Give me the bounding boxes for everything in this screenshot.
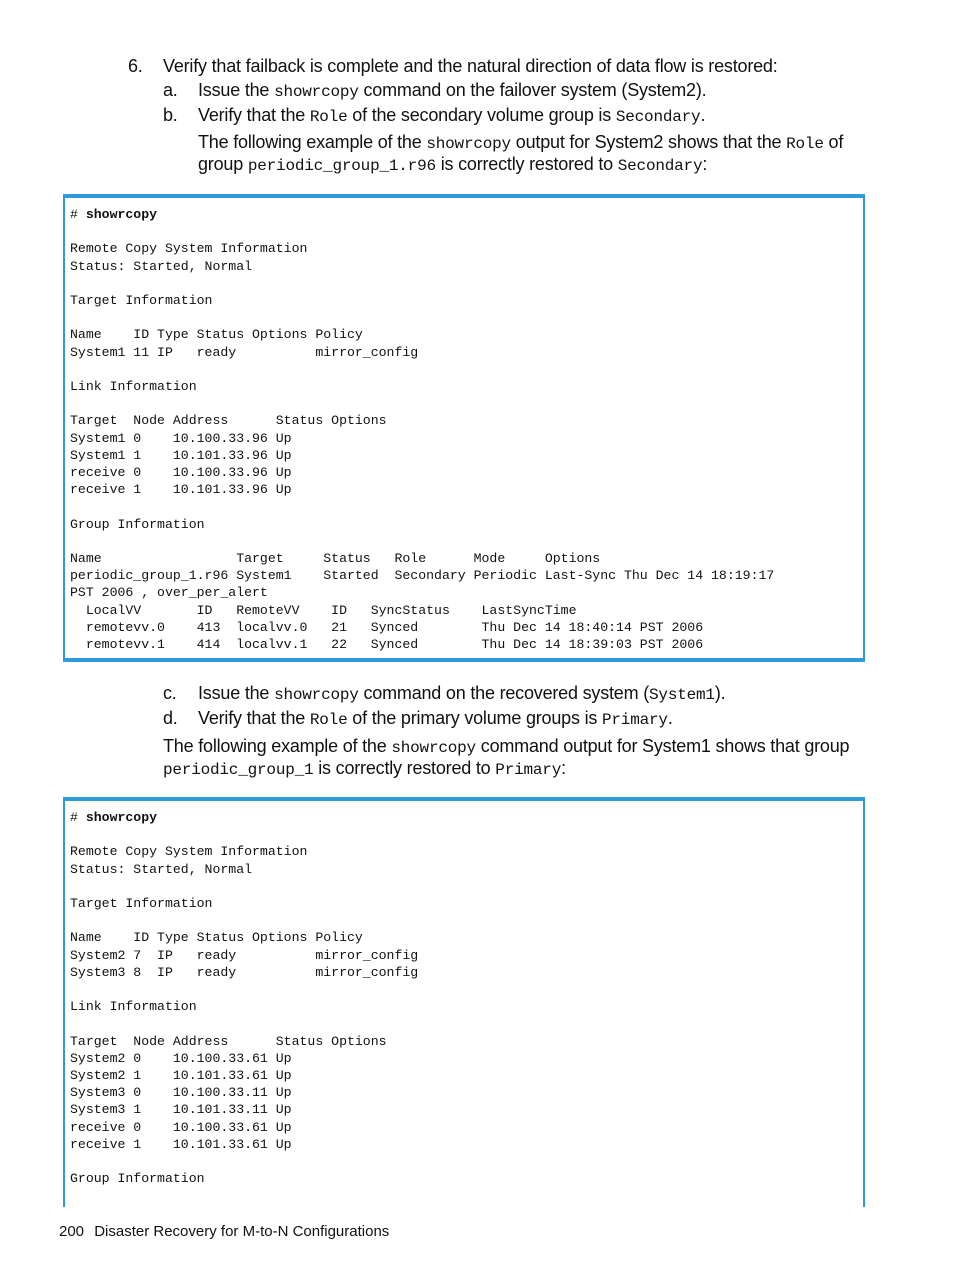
inline-code: Role (309, 108, 348, 126)
substep-a: Issue the showrcopy command on the failover system (System2). (198, 80, 707, 101)
code-listing (70, 206, 774, 653)
substep-d: Verify that the Role of the primary volume groups is Primary. (198, 708, 673, 729)
page-number: 200 (59, 1223, 85, 1240)
inline-code: Secondary (615, 108, 701, 126)
example-intro-line: The following example of the showrcopy command output for System1 shows that group (163, 736, 850, 757)
page-footer (59, 1223, 389, 1240)
substep-letter: d. (163, 708, 178, 728)
inline-code: Role (309, 711, 348, 729)
inline-code: Primary (602, 711, 668, 729)
substep-c: Issue the showrcopy command on the recovered system (System1). (198, 683, 726, 704)
command-text: showrcopy (85, 810, 158, 825)
inline-code: periodic_group_1 (163, 761, 314, 779)
example-intro-line: group periodic_group_1.r96 is correctly restored to Secondary: (198, 154, 708, 175)
command-prompt: # (70, 207, 86, 222)
command-text: showrcopy (85, 207, 158, 222)
step-text: Verify that failback is complete and the natural direction of data flow is restored: (163, 56, 778, 76)
command-prompt: # (70, 810, 86, 825)
inline-code: showrcopy (274, 83, 359, 101)
inline-code: System1 (649, 686, 715, 704)
inline-code: periodic_group_1.r96 (247, 157, 436, 175)
code-block-system1 (63, 797, 865, 1207)
step-number: 6. (128, 56, 143, 76)
substep-letter: a. (163, 80, 178, 100)
example-intro-line: periodic_group_1 is correctly restored to Primary: (163, 758, 566, 779)
inline-code: Role (786, 135, 824, 153)
inline-code: Primary (495, 761, 562, 779)
substep-letter: b. (163, 105, 178, 125)
code-block-system2 (63, 194, 865, 662)
substep-b: Verify that the Role of the secondary volume group is Secondary. (198, 105, 706, 126)
inline-code: Secondary (617, 157, 703, 175)
code-listing (70, 809, 418, 1187)
substep-letter: c. (163, 683, 177, 703)
code-output: Remote Copy System Information Status: Started, Normal Target Information Name ID Type Status Options Policy System1 11 IP ready mirror_config Link Information Target Node Address Status Options System1 0 10.100.33.96 Up System1 1 10.101.33.96 Up receive 0 10.100.33.96 Up receive 1 10.101.33.96 Up Group Information Name Target Status Role Mode Options periodic_group_1.r96 System1 Started Secondary Periodic Last-Sync Thu Dec 14 18:19:17 PST 2006 , over_per_alert LocalVV ID RemoteVV ID SyncStatus LastSyncTime remotevv.0 413 localvv.0 21 Synced Thu Dec 14 18:40:14 PST 2006 remotevv.1 414 localvv.1 22 Synced Thu Dec 14 18:39:03 PST 2006 (70, 241, 775, 653)
inline-code: showrcopy (274, 686, 359, 704)
inline-code: showrcopy (426, 135, 511, 153)
inline-code: showrcopy (391, 739, 476, 757)
code-output: Remote Copy System Information Status: Started, Normal Target Information Name ID Type Status Options Policy System2 7 IP ready mirror_config System3 8 IP ready mirror_config Link Information Target Node Address Status Options System2 0 10.100.33.61 Up System2 1 10.101.33.61 Up System3 0 10.100.33.11 Up System3 1 10.101.33.11 Up receive 0 10.100.33.61 Up receive 1 10.101.33.61 Up Group Information (70, 844, 419, 1187)
example-intro-line: The following example of the showrcopy output for System2 shows that the Role of (198, 132, 844, 153)
footer-title: Disaster Recovery for M-to-N Configurations (94, 1223, 390, 1240)
